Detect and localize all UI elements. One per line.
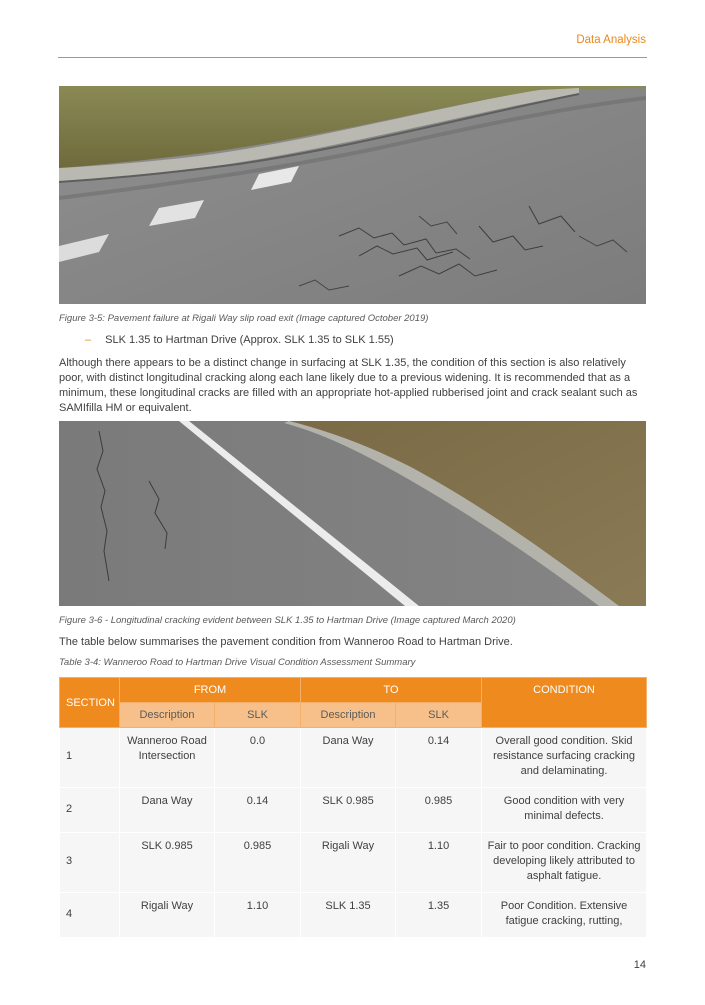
table-row [60, 893, 647, 938]
cell-section: 1 [60, 728, 120, 788]
cell-to-description: Dana Way [301, 728, 396, 788]
page-number: 14 [633, 959, 646, 971]
cell-section: 3 [60, 833, 120, 893]
cell-from-description: SLK 0.985 [120, 833, 215, 893]
table-caption: Table 3-4: Wanneroo Road to Hartman Drive Visual Condition Assessment Summary [59, 657, 416, 668]
header-from-description: Description [120, 703, 215, 728]
cell-from-slk: 0.985 [215, 833, 301, 893]
cell-to-description: Rigali Way [301, 833, 396, 893]
cell-to-slk: 1.10 [396, 833, 482, 893]
cell-section: 2 [60, 788, 120, 833]
figure-3-6-photo [59, 421, 646, 606]
cell-from-description: Dana Way [120, 788, 215, 833]
header-to-slk: SLK [396, 703, 482, 728]
table-row [60, 728, 647, 788]
header-to-description: Description [301, 703, 396, 728]
cell-to-description: SLK 1.35 [301, 893, 396, 938]
figure-3-6-caption: Figure 3-6 - Longitudinal cracking evident between SLK 1.35 to Hartman Drive (Image captured March 2020) [59, 615, 516, 626]
cell-condition: Good condition with very minimal defects. [482, 788, 647, 833]
cell-condition: Fair to poor condition. Cracking developing likely attributed to asphalt fatigue. [482, 833, 647, 893]
cell-from-slk: 0.14 [215, 788, 301, 833]
cell-from-description: Rigali Way [120, 893, 215, 938]
table-intro-paragraph: The table below summarises the pavement condition from Wanneroo Road to Hartman Drive. [59, 636, 513, 648]
bullet-text: SLK 1.35 to Hartman Drive (Approx. SLK 1.35 to SLK 1.55) [105, 334, 394, 346]
cell-to-slk: 0.14 [396, 728, 482, 788]
cell-section: 4 [60, 893, 120, 938]
body-paragraph: Although there appears to be a distinct change in surfacing at SLK 1.35, the condition of this section is also relatively poor, with distinct longitudinal cracking along each lane likely due to a previous widening. It is recommended that as a minimum, these longitudinal cracks are filled with an appropriate hot-applied rubberised joint and crack sealant such as SAMIfilla HM or equivalent. [59, 357, 638, 414]
header-from-slk: SLK [215, 703, 301, 728]
condition-summary-table [59, 677, 647, 938]
cell-to-slk: 0.985 [396, 788, 482, 833]
header-condition: CONDITION [482, 678, 647, 728]
table-row [60, 788, 647, 833]
header-title: Data Analysis [576, 34, 646, 46]
table-row [60, 833, 647, 893]
cell-condition: Poor Condition. Extensive fatigue cracking, rutting, [482, 893, 647, 938]
cell-to-description: SLK 0.985 [301, 788, 396, 833]
bullet-item [85, 334, 394, 346]
header-divider [58, 57, 647, 58]
cell-condition: Overall good condition. Skid resistance surfacing cracking and delaminating. [482, 728, 647, 788]
header-from: FROM [120, 678, 301, 703]
header-to: TO [301, 678, 482, 703]
cell-from-description: Wanneroo Road Intersection [120, 728, 215, 788]
cell-from-slk: 1.10 [215, 893, 301, 938]
cell-from-slk: 0.0 [215, 728, 301, 788]
figure-3-5-photo [59, 86, 646, 304]
cell-to-slk: 1.35 [396, 893, 482, 938]
header-section: SECTION [60, 678, 120, 728]
figure-3-5-caption: Figure 3-5: Pavement failure at Rigali Way slip road exit (Image captured October 2019) [59, 313, 429, 324]
bullet-marker: – [85, 334, 92, 346]
